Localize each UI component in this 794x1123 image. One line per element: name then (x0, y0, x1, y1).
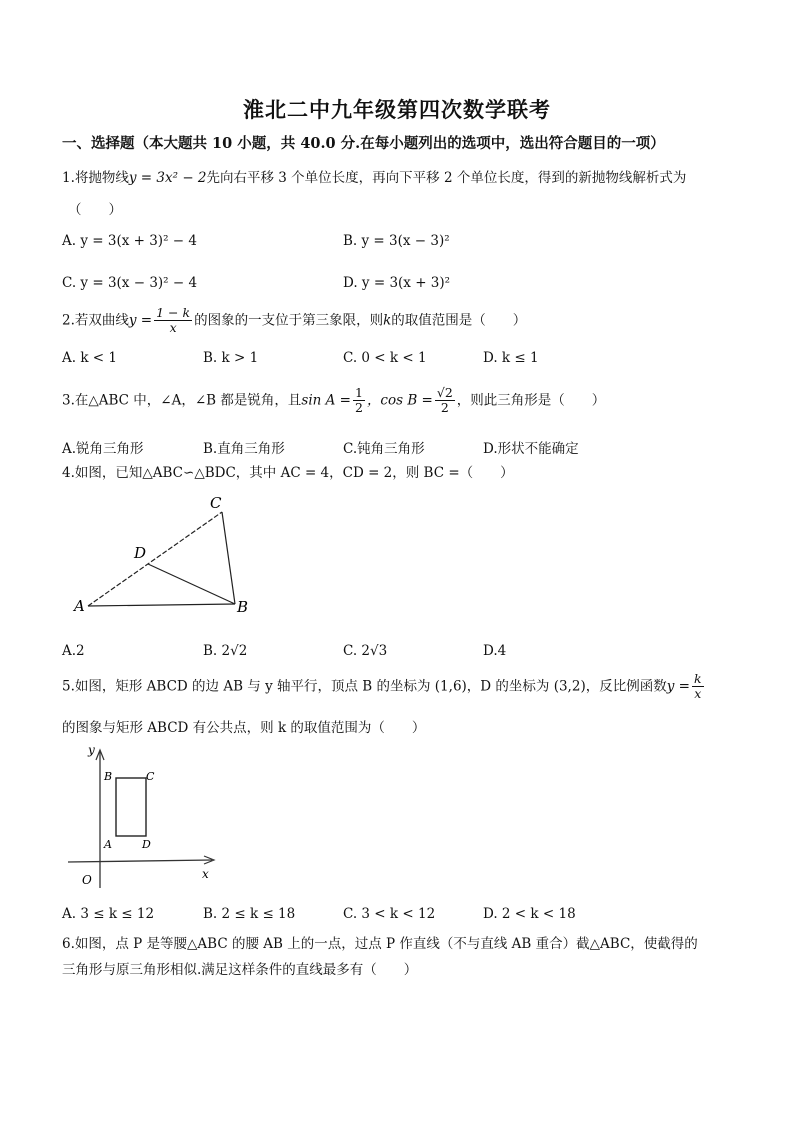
q2-lhs: y = (128, 312, 153, 329)
q4-option-b[interactable]: B. 2√2 (203, 643, 248, 659)
q5-option-b[interactable]: B. 2 ≤ k ≤ 18 (203, 906, 296, 922)
q4-side-cb (222, 512, 235, 604)
q5-line-2: 的图象与矩形 ABCD 有公共点，则 k 的取值范围为（ ） (62, 720, 426, 736)
q3-sin-num: 1 (354, 385, 363, 400)
q5-x-axis (68, 860, 212, 862)
q5-coordinate-figure (62, 740, 222, 895)
q1-option-c[interactable]: C. y = 3(x − 3)² − 4 (62, 275, 198, 291)
q3-cos-num: √2 (436, 385, 453, 400)
question-3 (62, 386, 605, 416)
q4-label-d: D (134, 544, 147, 562)
q4-side-ac (88, 512, 222, 606)
q3-text-a: 3.在△ABC 中，∠A，∠B 都是锐角，且 (62, 392, 302, 409)
q2-option-b[interactable]: B. k > 1 (203, 350, 259, 366)
section-heading: 一、选择题（本大题共 10 小题，共 40.0 分.在每小题列出的选项中，选出符合题目的一项） (62, 135, 665, 152)
q3-text-b: ，则此三角形是（ ） (456, 392, 606, 409)
q4-side-ab (88, 604, 235, 606)
q1-answer-paren: （ ） (68, 202, 122, 218)
q1-option-d[interactable]: D. y = 3(x + 3)² (343, 275, 451, 291)
q4-segment-db (148, 564, 235, 604)
question-4: 4.如图，已知△ABC∽△BDC，其中 AC = 4，CD = 2，则 BC =（ ） (62, 465, 514, 481)
q1-expr: y = 3x² − 2 (128, 170, 207, 186)
q4-option-c[interactable]: C. 2√3 (343, 643, 388, 659)
q2-text-c: 的取值范围是（ ） (391, 312, 527, 329)
q2-text-b: 的图象的一支位于第三象限，则 (194, 312, 384, 329)
q2-fraction (154, 306, 192, 336)
q1-option-a[interactable]: A. y = 3(x + 3)² − 4 (62, 233, 197, 249)
q2-k: k (383, 312, 392, 329)
q5-label-y: y (88, 743, 95, 757)
q5-frac-den: x (694, 686, 702, 702)
q3-option-c[interactable]: C.钝角三角形 (343, 441, 425, 457)
q2-frac-num: 1 − k (156, 305, 191, 320)
q3-sin-den: 2 (354, 400, 363, 416)
q3-option-d[interactable]: D.形状不能确定 (483, 441, 579, 457)
q3-option-a[interactable]: A.锐角三角形 (62, 441, 144, 457)
q4-option-a[interactable]: A.2 (62, 643, 85, 659)
q5-label-a: A (104, 838, 112, 851)
q2-option-c[interactable]: C. 0 < k < 1 (343, 350, 427, 366)
q5-label-b: B (104, 770, 113, 783)
q5-option-c[interactable]: C. 3 < k < 12 (343, 906, 436, 922)
q5-option-a[interactable]: A. 3 ≤ k ≤ 12 (62, 906, 155, 922)
q3-cos: ，cos B = (366, 392, 433, 409)
q1-text-b: 先向右平移 3 个单位长度，再向下平移 2 个单位长度，得到的新抛物线解析式为 (206, 170, 687, 186)
q2-option-d[interactable]: D. k ≤ 1 (483, 350, 539, 366)
q4-label-a: A (74, 597, 85, 615)
q5-label-x: x (202, 867, 209, 881)
q1-option-b[interactable]: B. y = 3(x − 3)² (343, 233, 450, 249)
q5-lhs: y = (666, 678, 690, 695)
question-6-line-2: 三角形与原三角形相似.满足这样条件的直线最多有（ ） (62, 962, 418, 978)
q5-label-d: D (142, 838, 151, 851)
q5-text-a: 5.如图，矩形 ABCD 的边 AB 与 y 轴平行，顶点 B 的坐标为 (1,6)，D 的坐标为 (3,2)，反比例函数 (62, 678, 667, 695)
q5-option-d[interactable]: D. 2 < k < 18 (483, 906, 576, 922)
q1-text-a: 1.将抛物线 (62, 170, 129, 186)
q4-label-b: B (237, 598, 249, 616)
q5-label-o: O (82, 873, 92, 887)
q3-cos-fraction (435, 386, 455, 416)
q4-triangle-figure (70, 492, 270, 622)
q5-label-c: C (146, 770, 155, 783)
q2-option-a[interactable]: A. k < 1 (62, 350, 117, 366)
question-1 (62, 166, 686, 186)
question-2 (62, 306, 526, 336)
q3-sin-fraction (353, 386, 365, 416)
question-5 (62, 672, 706, 702)
q3-option-b[interactable]: B.直角三角形 (203, 441, 285, 457)
q3-sin: sin A = (301, 392, 351, 409)
page-title: 淮北二中九年级第四次数学联考 (243, 97, 551, 122)
q3-cos-den: 2 (440, 400, 449, 416)
q4-option-d[interactable]: D.4 (483, 643, 507, 659)
q5-frac-num: k (693, 671, 702, 686)
q5-rectangle-abcd (116, 778, 146, 836)
q2-frac-den: x (169, 320, 177, 336)
question-6-line-1: 6.如图，点 P 是等腰△ABC 的腰 AB 上的一点，过点 P 作直线（不与直线 AB 重合）截△ABC，使截得的 (62, 936, 698, 952)
q2-text-a: 2.若双曲线 (62, 312, 129, 329)
q5-fraction (692, 672, 704, 702)
q4-label-c: C (210, 494, 222, 512)
